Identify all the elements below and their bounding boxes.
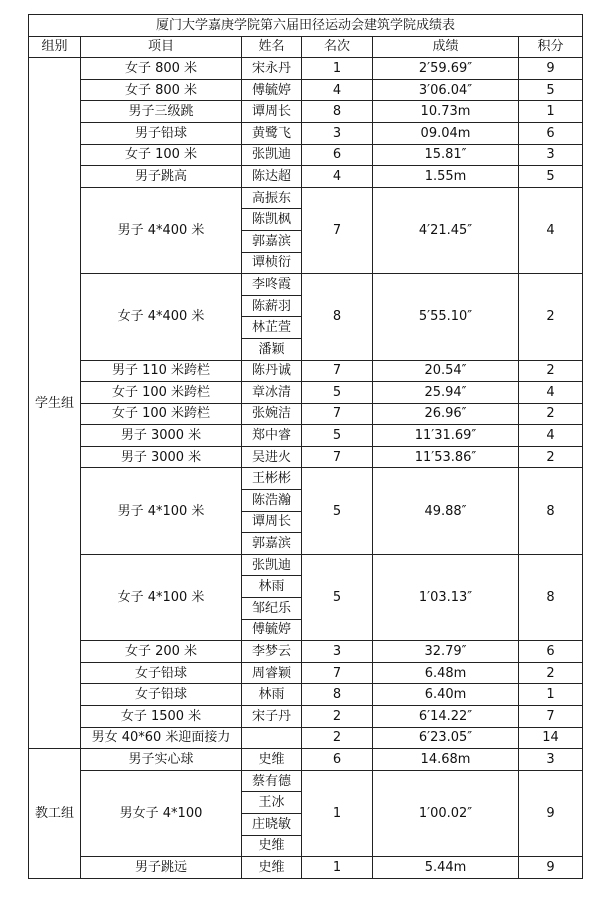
name-cell: 陈浩瀚 <box>242 490 302 512</box>
points-cell: 4 <box>519 187 583 273</box>
points-cell: 4 <box>519 425 583 447</box>
result-cell: 1.55m <box>373 166 519 188</box>
points-cell: 6 <box>519 641 583 663</box>
event-cell: 女子 1500 米 <box>81 706 242 728</box>
name-cell: 陈凯枫 <box>242 209 302 231</box>
rank-cell: 4 <box>302 79 373 101</box>
event-cell: 男子跳远 <box>81 857 242 879</box>
rank-cell: 8 <box>302 274 373 360</box>
result-cell: 26.96″ <box>373 403 519 425</box>
points-cell: 2 <box>519 274 583 360</box>
event-cell: 女子 200 米 <box>81 641 242 663</box>
name-cell: 黄鹭飞 <box>242 122 302 144</box>
name-cell: 宋永丹 <box>242 58 302 80</box>
result-cell: 25.94″ <box>373 382 519 404</box>
result-cell: 49.88″ <box>373 468 519 554</box>
result-cell: 5′55.10″ <box>373 274 519 360</box>
header-result: 成绩 <box>373 36 519 58</box>
table-row <box>29 58 583 80</box>
name-cell: 张凯迪 <box>242 144 302 166</box>
name-cell: 李梦云 <box>242 641 302 663</box>
group-cell: 学生组 <box>29 58 81 749</box>
points-cell: 9 <box>519 770 583 856</box>
rank-cell: 4 <box>302 166 373 188</box>
event-cell: 女子 4*400 米 <box>81 274 242 360</box>
rank-cell: 6 <box>302 144 373 166</box>
event-cell: 男女 40*60 米迎面接力 <box>81 727 242 749</box>
header-points: 积分 <box>519 36 583 58</box>
rank-cell: 2 <box>302 706 373 728</box>
event-cell: 男子铅球 <box>81 122 242 144</box>
table-row <box>29 770 583 792</box>
result-cell: 6.48m <box>373 662 519 684</box>
points-cell: 14 <box>519 727 583 749</box>
rank-cell: 6 <box>302 749 373 771</box>
points-cell: 4 <box>519 382 583 404</box>
event-cell: 女子铅球 <box>81 662 242 684</box>
table-row <box>29 662 583 684</box>
event-cell: 男子 3000 米 <box>81 425 242 447</box>
table-row <box>29 749 583 771</box>
name-cell: 史维 <box>242 857 302 879</box>
header-group: 组别 <box>29 36 81 58</box>
result-cell: 11′31.69″ <box>373 425 519 447</box>
points-cell: 2 <box>519 446 583 468</box>
result-cell: 6.40m <box>373 684 519 706</box>
event-cell: 女子 4*100 米 <box>81 554 242 640</box>
table-row <box>29 468 583 490</box>
table-row <box>29 360 583 382</box>
name-cell: 林芷萱 <box>242 317 302 339</box>
event-cell: 男子 3000 米 <box>81 446 242 468</box>
name-cell: 潘颖 <box>242 338 302 360</box>
points-cell: 8 <box>519 468 583 554</box>
name-cell: 庄晓敏 <box>242 813 302 835</box>
table-row <box>29 641 583 663</box>
table-row <box>29 446 583 468</box>
name-cell: 蔡有德 <box>242 770 302 792</box>
table-row <box>29 166 583 188</box>
points-cell: 8 <box>519 554 583 640</box>
points-cell: 1 <box>519 684 583 706</box>
name-cell <box>242 727 302 749</box>
name-cell: 陈薪羽 <box>242 295 302 317</box>
table-row <box>29 857 583 879</box>
event-cell: 女子 100 米跨栏 <box>81 382 242 404</box>
rank-cell: 7 <box>302 662 373 684</box>
table-row <box>29 274 583 296</box>
event-cell: 男子 4*400 米 <box>81 187 242 273</box>
table-row <box>29 144 583 166</box>
rank-cell: 8 <box>302 101 373 123</box>
header-name: 姓名 <box>242 36 302 58</box>
event-cell: 男子跳高 <box>81 166 242 188</box>
rank-cell: 5 <box>302 554 373 640</box>
rank-cell: 5 <box>302 468 373 554</box>
name-cell: 郑中睿 <box>242 425 302 447</box>
table-row <box>29 122 583 144</box>
table-row <box>29 403 583 425</box>
result-cell: 20.54″ <box>373 360 519 382</box>
table-row <box>29 425 583 447</box>
name-cell: 陈达超 <box>242 166 302 188</box>
name-cell: 陈丹诚 <box>242 360 302 382</box>
header-row <box>29 36 583 58</box>
points-cell: 2 <box>519 403 583 425</box>
event-cell: 女子 800 米 <box>81 79 242 101</box>
name-cell: 傅毓婷 <box>242 619 302 641</box>
header-event: 项目 <box>81 36 242 58</box>
event-cell: 男女子 4*100 <box>81 770 242 856</box>
result-cell: 1′03.13″ <box>373 554 519 640</box>
table-title: 厦门大学嘉庚学院第六届田径运动会建筑学院成绩表 <box>29 15 583 37</box>
result-cell: 6′23.05″ <box>373 727 519 749</box>
rank-cell: 2 <box>302 727 373 749</box>
result-cell: 11′53.86″ <box>373 446 519 468</box>
result-cell: 5.44m <box>373 857 519 879</box>
points-cell: 9 <box>519 58 583 80</box>
name-cell: 林雨 <box>242 576 302 598</box>
name-cell: 王彬彬 <box>242 468 302 490</box>
result-cell: 2′59.69″ <box>373 58 519 80</box>
points-cell: 7 <box>519 706 583 728</box>
table-row <box>29 684 583 706</box>
rank-cell: 3 <box>302 122 373 144</box>
result-cell: 14.68m <box>373 749 519 771</box>
name-cell: 郭嘉滨 <box>242 533 302 555</box>
table-row <box>29 727 583 749</box>
group-cell: 教工组 <box>29 749 81 879</box>
name-cell: 谭桢衍 <box>242 252 302 274</box>
rank-cell: 1 <box>302 857 373 879</box>
rank-cell: 5 <box>302 382 373 404</box>
name-cell: 李咚霞 <box>242 274 302 296</box>
points-cell: 9 <box>519 857 583 879</box>
table-row <box>29 79 583 101</box>
result-cell: 09.04m <box>373 122 519 144</box>
name-cell: 邹纪乐 <box>242 598 302 620</box>
name-cell: 张凯迪 <box>242 554 302 576</box>
name-cell: 史维 <box>242 749 302 771</box>
points-cell: 2 <box>519 360 583 382</box>
rank-cell: 8 <box>302 684 373 706</box>
event-cell: 女子 100 米 <box>81 144 242 166</box>
rank-cell: 7 <box>302 187 373 273</box>
table-row <box>29 554 583 576</box>
table-row <box>29 382 583 404</box>
points-cell: 3 <box>519 749 583 771</box>
result-cell: 6′14.22″ <box>373 706 519 728</box>
name-cell: 史维 <box>242 835 302 857</box>
name-cell: 周睿颖 <box>242 662 302 684</box>
name-cell: 郭嘉滨 <box>242 230 302 252</box>
rank-cell: 5 <box>302 425 373 447</box>
rank-cell: 7 <box>302 446 373 468</box>
event-cell: 男子 110 米跨栏 <box>81 360 242 382</box>
event-cell: 男子实心球 <box>81 749 242 771</box>
rank-cell: 7 <box>302 360 373 382</box>
name-cell: 谭周长 <box>242 511 302 533</box>
points-cell: 1 <box>519 101 583 123</box>
name-cell: 张婉洁 <box>242 403 302 425</box>
points-cell: 2 <box>519 662 583 684</box>
result-cell: 4′21.45″ <box>373 187 519 273</box>
name-cell: 傅毓婷 <box>242 79 302 101</box>
name-cell: 宋子丹 <box>242 706 302 728</box>
rank-cell: 3 <box>302 641 373 663</box>
rank-cell: 1 <box>302 770 373 856</box>
result-cell: 10.73m <box>373 101 519 123</box>
event-cell: 男子 4*100 米 <box>81 468 242 554</box>
name-cell: 林雨 <box>242 684 302 706</box>
table-row <box>29 706 583 728</box>
points-cell: 3 <box>519 144 583 166</box>
event-cell: 男子三级跳 <box>81 101 242 123</box>
result-cell: 1′00.02″ <box>373 770 519 856</box>
name-cell: 章冰清 <box>242 382 302 404</box>
points-cell: 5 <box>519 79 583 101</box>
header-rank: 名次 <box>302 36 373 58</box>
name-cell: 吴进火 <box>242 446 302 468</box>
points-cell: 6 <box>519 122 583 144</box>
event-cell: 女子铅球 <box>81 684 242 706</box>
result-cell: 15.81″ <box>373 144 519 166</box>
event-cell: 女子 800 米 <box>81 58 242 80</box>
results-table <box>28 14 583 879</box>
rank-cell: 1 <box>302 58 373 80</box>
table-row <box>29 187 583 209</box>
name-cell: 王冰 <box>242 792 302 814</box>
rank-cell: 7 <box>302 403 373 425</box>
result-cell: 32.79″ <box>373 641 519 663</box>
table-row <box>29 101 583 123</box>
result-cell: 3′06.04″ <box>373 79 519 101</box>
name-cell: 高振东 <box>242 187 302 209</box>
event-cell: 女子 100 米跨栏 <box>81 403 242 425</box>
name-cell: 谭周长 <box>242 101 302 123</box>
points-cell: 5 <box>519 166 583 188</box>
